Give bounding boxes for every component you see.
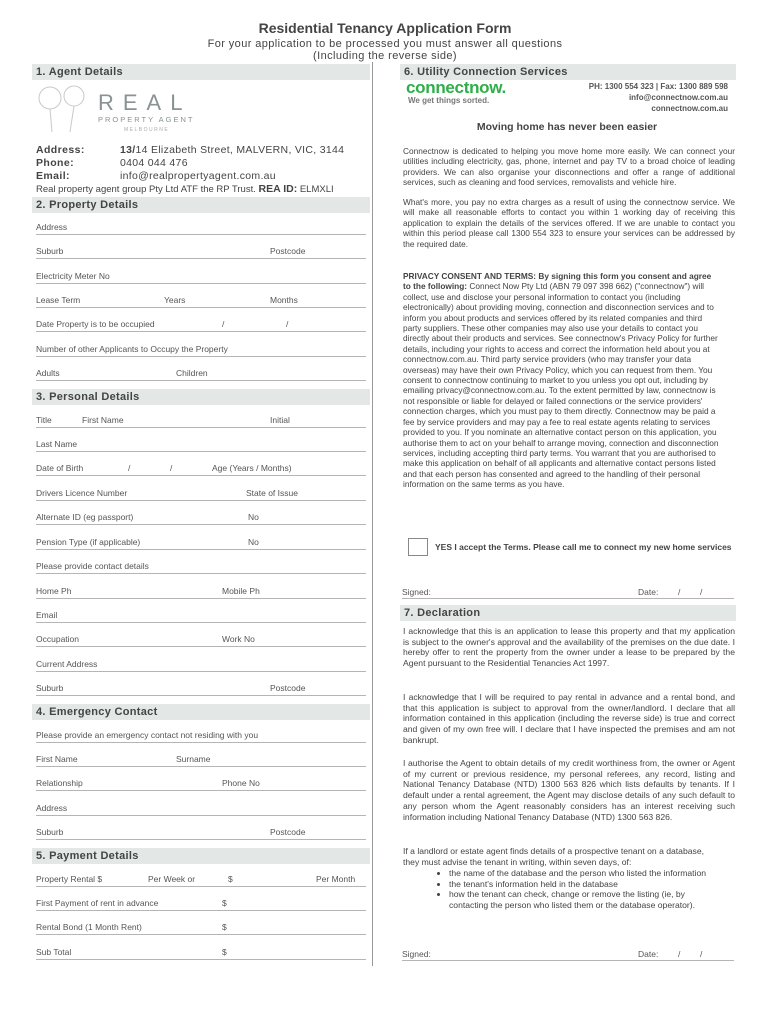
- date-slash: /: [678, 587, 681, 597]
- subtotal-field[interactable]: [36, 941, 366, 960]
- utility-heading: Moving home has never been easier: [476, 121, 658, 133]
- declaration-paragraph-4: If a landlord or estate agent finds details of a prospective tenant on a database, they must advise the tenant in writing, within seven days, of:: [403, 846, 704, 867]
- field-label: Rental Bond (1 Month Rent): [36, 922, 142, 932]
- field-label: Email: [36, 610, 58, 620]
- phone-label: Phone:: [36, 157, 74, 169]
- date-label: Date:: [638, 949, 659, 959]
- last-name-field[interactable]: [36, 433, 366, 452]
- field-label: Title: [36, 415, 52, 425]
- section-property-details: 2. Property Details: [32, 197, 370, 213]
- field-label: Last Name: [36, 439, 78, 449]
- field-label: Lease Term: [36, 295, 81, 305]
- field-label: Alternate ID (eg passport): [36, 512, 134, 522]
- connectnow-logo: connectnow.: [406, 78, 506, 97]
- section-payment-details: 5. Payment Details: [32, 848, 370, 864]
- utility-signature-line[interactable]: [402, 584, 734, 599]
- field-label: $: [228, 874, 233, 884]
- dob-field[interactable]: [36, 457, 366, 476]
- property-suburb-field[interactable]: [36, 240, 366, 259]
- connectnow-phone: PH: 1300 554 323 | Fax: 1300 889 598: [588, 82, 728, 91]
- relationship-field[interactable]: [36, 772, 366, 791]
- field-label: Address: [36, 222, 68, 232]
- connectnow-tagline: We get things sorted.: [408, 96, 490, 105]
- bond-field[interactable]: [36, 916, 366, 935]
- field-label: /: [128, 463, 131, 473]
- field-label: Relationship: [36, 778, 83, 788]
- form-title: Residential Tenancy Application Form: [258, 20, 512, 36]
- date-slash: /: [678, 949, 681, 959]
- section-utility-services: 6. Utility Connection Services: [400, 64, 736, 80]
- field-label: Date Property is to be occupied: [36, 319, 155, 329]
- address-unit: 13/: [120, 144, 136, 156]
- email-label: Email:: [36, 170, 70, 182]
- field-label: First Name: [82, 415, 124, 425]
- rental-field[interactable]: [36, 868, 366, 887]
- field-label: Electricity Meter No: [36, 271, 110, 281]
- connectnow-web: connectnow.com.au: [651, 104, 728, 113]
- field-label: Occupation: [36, 634, 79, 644]
- field-label: Suburb: [36, 683, 64, 693]
- field-label: Home Ph: [36, 586, 72, 596]
- field-label: Number of other Applicants to Occupy the Property: [36, 344, 228, 354]
- signed-label: Signed:: [402, 587, 431, 597]
- occupation-field[interactable]: [36, 628, 366, 647]
- declaration-paragraph-2: I acknowledge that I will be required to pay rental in advance and a rental bond, and that this application is subject to approval from the owner/landlord. I declare that all information contained in this application (including the reverse side) is true and correct and given of my own free will. I declare that I have inspected the premises and am not bankrupt.: [403, 692, 735, 745]
- date-occupied-field[interactable]: [36, 313, 366, 332]
- column-divider: [372, 62, 373, 966]
- form-subtitle: For your application to be processed you must answer all questions: [207, 38, 563, 50]
- utility-paragraph-1: Connectnow is dedicated to helping you move home more easily. We can connect your utilities including electricity, gas, phone, internet and pay TV to a broad choice of leading providers. We can also organise your disconnections and offer a range of additional services, such as cleaning and food services, removalists and vehicle hire.: [403, 146, 735, 188]
- alt-id-field[interactable]: [36, 506, 366, 525]
- field-label: Please provide an emergency contact not residing with you: [36, 730, 259, 740]
- emergency-intro: [36, 724, 366, 743]
- meter-field[interactable]: [36, 265, 366, 284]
- field-label: Work No: [222, 634, 255, 644]
- field-label: Age (Years / Months): [212, 463, 292, 473]
- field-label: Suburb: [36, 827, 64, 837]
- field-label: Phone No: [222, 778, 260, 788]
- phone-value: 0404 044 476: [120, 157, 188, 169]
- form-subtitle-2: (Including the reverse side): [313, 50, 457, 62]
- lease-term-field[interactable]: [36, 289, 366, 308]
- field-label: No: [248, 537, 259, 547]
- field-label: Per Month: [316, 874, 356, 884]
- field-label: First Payment of rent in advance: [36, 898, 159, 908]
- agent-trust: [36, 183, 334, 195]
- field-label: /: [222, 319, 225, 329]
- current-address-field[interactable]: [36, 653, 366, 672]
- field-label: Per Week or: [148, 874, 196, 884]
- signed-label: Signed:: [402, 949, 431, 959]
- field-label: Initial: [270, 415, 290, 425]
- field-label: Adults: [36, 368, 60, 378]
- field-label: $: [222, 922, 227, 932]
- agent-address: [120, 144, 344, 156]
- field-label: Please provide contact details: [36, 561, 149, 571]
- section-personal-details: 3. Personal Details: [32, 389, 370, 405]
- emergency-name-field[interactable]: [36, 748, 366, 767]
- date-label: Date:: [638, 587, 659, 597]
- connectnow-email: info@connectnow.com.au: [628, 93, 728, 102]
- first-payment-field[interactable]: [36, 892, 366, 911]
- field-label: No: [248, 512, 259, 522]
- field-label: Children: [176, 368, 208, 378]
- accept-terms-label: YES I accept the Terms. Please call me to connect my new home services: [435, 542, 732, 552]
- contact-details-row: [36, 555, 366, 574]
- date-slash: /: [700, 949, 703, 959]
- field-label: /: [170, 463, 173, 473]
- field-label: Date of Birth: [36, 463, 84, 473]
- field-label: Months: [270, 295, 298, 305]
- privacy-heading: PRIVACY CONSENT AND TERMS: By signing this form you consent and agree to the following:: [403, 271, 712, 292]
- logo-bubbles-icon: [36, 84, 96, 134]
- field-label: Postcode: [270, 827, 306, 837]
- address-value: 14 Elizabeth Street, MALVERN, VIC, 3144: [135, 144, 345, 156]
- field-label: Pension Type (if applicable): [36, 537, 141, 547]
- applicants-field[interactable]: [36, 338, 366, 357]
- field-label: Mobile Ph: [222, 586, 260, 596]
- real-property-agent-logo: [36, 84, 206, 134]
- personal-email-field[interactable]: [36, 604, 366, 623]
- connectnow-contacts: [589, 81, 728, 114]
- licence-field[interactable]: [36, 482, 366, 501]
- email-value: info@realpropertyagent.com.au: [120, 170, 276, 182]
- field-label: Years: [164, 295, 186, 305]
- field-label: Postcode: [270, 246, 306, 256]
- date-slash: /: [700, 587, 703, 597]
- address-label: Address:: [36, 144, 85, 156]
- field-label: State of Issue: [246, 488, 298, 498]
- rea-value: ELMXLI: [299, 184, 334, 195]
- field-label: Surname: [176, 754, 211, 764]
- field-label: Current Address: [36, 659, 98, 669]
- name-field[interactable]: [36, 409, 366, 428]
- privacy-terms: [403, 271, 721, 490]
- field-label: Postcode: [270, 683, 306, 693]
- field-label: Property Rental $: [36, 874, 103, 884]
- property-address-field[interactable]: [36, 216, 366, 235]
- declaration-bullets: [403, 868, 723, 911]
- declaration-paragraph-3: I authorise the Agent to obtain details of my credit worthiness from, the owner or Agent of my current or previous residence, my personal referees, any record, listing and National Tenancy Database (NTD) 1300 563 826 which lists defaults by tenants. If I default under a rental agreement, the Agent may disclose details of any such default to any person whom the Agent reasonably considers has an interest receiving such information including National Tenancy Database (NTD) 1300 563 826.: [403, 758, 735, 822]
- field-label: $: [222, 947, 227, 957]
- field-label: $: [222, 898, 227, 908]
- utility-paragraph-2: What's more, you pay no extra charges as a result of using the connectnow service. We will make all reasonable efforts to contact you within 1 working day of receiving this application to explain the details of the services offered. If we are unable to contact you within this period please call 1300 554 323 to ensure your services can be addressed by the required date.: [403, 197, 735, 249]
- phones-field[interactable]: [36, 580, 366, 599]
- field-label: Suburb: [36, 246, 64, 256]
- logo-sub: PROPERTY AGENT: [98, 115, 195, 124]
- bullet-item: • the name of the database and the person who listed the information: [449, 868, 723, 879]
- field-label: Sub Total: [36, 947, 72, 957]
- section-emergency-contact: 4. Emergency Contact: [32, 704, 370, 720]
- pension-field[interactable]: [36, 531, 366, 550]
- declaration-signature-line[interactable]: [402, 946, 734, 961]
- logo-word: REAL: [98, 90, 192, 115]
- section-declaration: 7. Declaration: [400, 605, 736, 621]
- section-agent-details: 1. Agent Details: [32, 64, 370, 80]
- adults-children-field[interactable]: [36, 362, 366, 381]
- current-suburb-field[interactable]: [36, 677, 366, 696]
- emergency-address-field[interactable]: [36, 797, 366, 816]
- bullet-item: • the tenant's information held in the database: [449, 879, 723, 890]
- field-label: /: [286, 319, 289, 329]
- privacy-text: Connect Now Pty Ltd (ABN 79 097 398 662) ("connectnow") will collect, use and disclose your personal information to contact you (including electronically) about providing moving, connection and disconnection services and to inform you about products and services offered by its related companies and third party suppliers. These other companies may also use your details to contact you directly about their products and services. See connectnow's Privacy Policy for further details, including your rights to access and correct the information held about you at connectnow.com.au. Third party service providers (who may transfer your data overseas) may have their own Privacy Policy, which you can request from them. You consent to connectnow continuing to market to you unless you opt out, including by emailing privacy@connectnow.com.au. To the extent permitted by law, connectnow is not responsible or liable for delayed or failed connections or the service providers' connection charges, which you must pay to them directly. Connectnow may be paid a fee by service providers and may pay a fee to real estate agents relating to services provided to you. If you nominate an alternative contact person on this application, you authorise them to act on your behalf to arrange moving, connection and disconnection services, including accepting third party terms. You warrant that you are authorised to make this application on behalf of all applicants and alternative contact persons listed and that each person has consented and agreed to the handling of their personal information on the same terms as you have.: [403, 281, 719, 490]
- trust-text: Real property agent group Pty Ltd ATF the RP Trust.: [36, 184, 256, 195]
- rea-label: REA ID:: [258, 183, 298, 195]
- field-label: Address: [36, 803, 68, 813]
- field-label: Drivers Licence Number: [36, 488, 128, 498]
- bullet-item: • how the tenant can check, change or remove the listing (ie, by contacting the person who listed them or the database operator).: [449, 889, 723, 910]
- field-label: First Name: [36, 754, 78, 764]
- emergency-suburb-field[interactable]: [36, 821, 366, 840]
- declaration-paragraph-1: I acknowledge that this is an application to lease this property and that my application is subject to the owner's approval and the availability of the premises on the due date. I hereby offer to rent the property from the owner under a lease to be prepared by the Agent pursuant to the Residential Tenancies Act 1997.: [403, 626, 735, 669]
- logo-city: MELBOURNE: [124, 127, 170, 133]
